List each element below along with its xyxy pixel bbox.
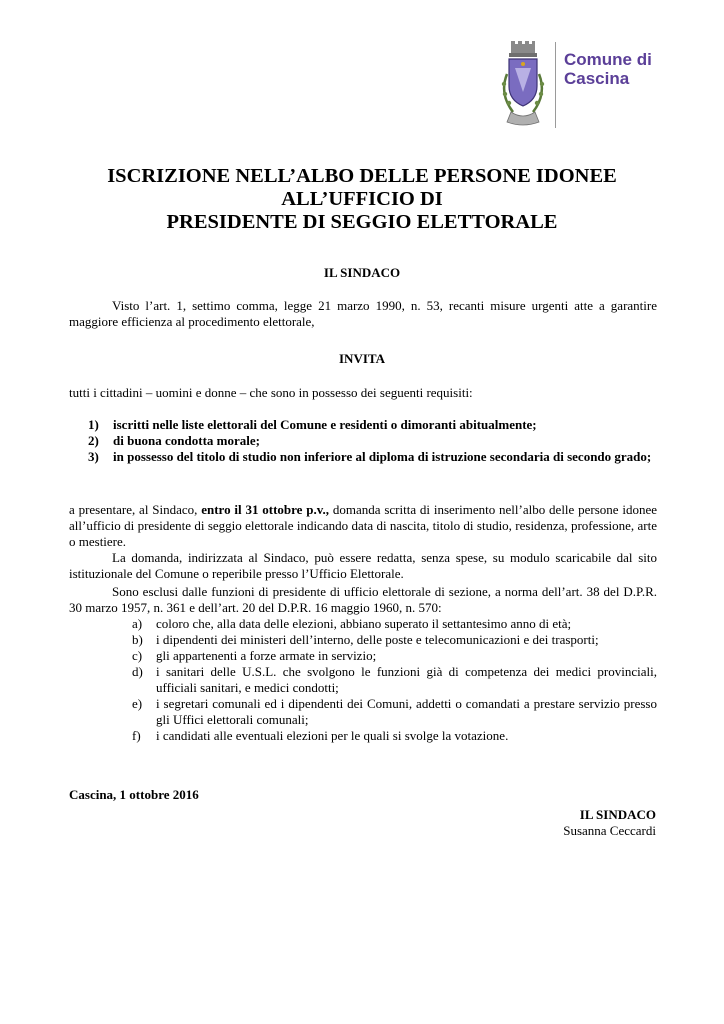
application-text-after: domanda scritta di inserimento nell’albo delle persone idonee all’ufficio di presidente di seggio elettorale indicando data di nascita, titolo di studio, residenza, professione, arte o mestiere. (69, 502, 658, 549)
preamble-paragraph: Visto l’art. 1, settimo comma, legge 21 marzo 1990, n. 53, recanti misure urgenti atte a garantire maggiore efficienza al procedimento elettorale, (69, 298, 657, 329)
list-item (88, 449, 658, 465)
list-item (132, 616, 657, 632)
item-text: coloro che, alla data delle elezioni, abbiano superato il settantesimo anno di età; (156, 616, 572, 631)
signature-name: Susanna Ceccardi (563, 823, 656, 838)
item-text: i sanitari delle U.S.L. che svolgono le funzioni già di competenza dei medici provinciali, ufficiali sanitari, e medici condotti; (156, 664, 657, 695)
application-deadline: entro il 31 ottobre p.v., (201, 502, 330, 517)
list-item (132, 728, 657, 744)
application-text-before: a presentare, al Sindaco, (69, 502, 198, 517)
document-title (40, 165, 684, 234)
title-line-2: ALL’UFFICIO DI (281, 188, 443, 210)
item-number: 2) (88, 433, 99, 448)
signature-role: IL SINDACO (579, 807, 656, 822)
list-item (88, 417, 658, 433)
application-paragraph (69, 502, 657, 550)
item-text: gli appartenenti a forze armate in servizio; (156, 648, 377, 663)
item-number: 1) (88, 417, 99, 432)
issuer-heading: IL SINDACO (323, 265, 401, 280)
coat-of-arms-icon (495, 40, 551, 128)
item-letter: a) (132, 616, 143, 631)
logo-line-1: Comune di (564, 50, 652, 69)
item-number: 3) (88, 449, 99, 464)
title-line-3: PRESIDENTE DI SEGGIO ELETTORALE (166, 211, 558, 233)
item-text: in possesso del titolo di studio non inferiore al diploma di istruzione secondaria di secondo grado; (113, 449, 652, 464)
list-item (132, 696, 657, 728)
requirements-list (88, 417, 658, 465)
form-info-paragraph: La domanda, indirizzata al Sindaco, può essere redatta, senza spese, su modulo scaricabile dal sito istituzionale del Comune o reperibile presso l’Ufficio Elettorale. (69, 550, 657, 581)
list-item (132, 664, 657, 696)
logo-divider (555, 42, 556, 128)
list-item (132, 632, 657, 648)
item-text: i segretari comunali ed i dipendenti dei Comuni, addetti o comandati a prestare servizio presso gli Uffici elettorali comunali; (156, 696, 657, 727)
exclusions-intro-paragraph: Sono esclusi dalle funzioni di presidente di ufficio elettorale di sezione, a norma dell’art. 38 del D.P.R. 30 marzo 1957, n. 361 e dell’art. 20 del D.P.R. 16 maggio 1960, n. 570: (69, 584, 657, 615)
title-line-1: ISCRIZIONE NELL’ALBO DELLE PERSONE IDONEE (107, 165, 617, 187)
item-text: i dipendenti dei ministeri dell’interno, delle poste e telecomunicazioni e dei trasporti; (156, 632, 599, 647)
list-item (132, 648, 657, 664)
item-letter: c) (132, 648, 143, 663)
item-text: iscritti nelle liste elettorali del Comune e residenti o dimoranti abitualmente; (113, 417, 537, 432)
exclusions-list (132, 616, 657, 744)
list-item (88, 433, 658, 449)
intro-paragraph: tutti i cittadini – uomini e donne – che sono in possesso dei seguenti requisiti: (69, 385, 473, 400)
logo-line-2: Cascina (564, 69, 630, 88)
item-letter: b) (132, 632, 143, 647)
invita-heading: INVITA (339, 351, 385, 366)
signature-block (563, 807, 656, 839)
item-text: i candidati alle eventuali elezioni per le quali si svolge la votazione. (156, 728, 509, 743)
item-letter: e) (132, 696, 143, 711)
municipality-logo (495, 40, 660, 132)
item-letter: d) (132, 664, 143, 679)
item-letter: f) (132, 728, 141, 743)
place-and-date: Cascina, 1 ottobre 2016 (69, 787, 199, 802)
municipality-name (564, 50, 652, 88)
item-text: di buona condotta morale; (113, 433, 260, 448)
